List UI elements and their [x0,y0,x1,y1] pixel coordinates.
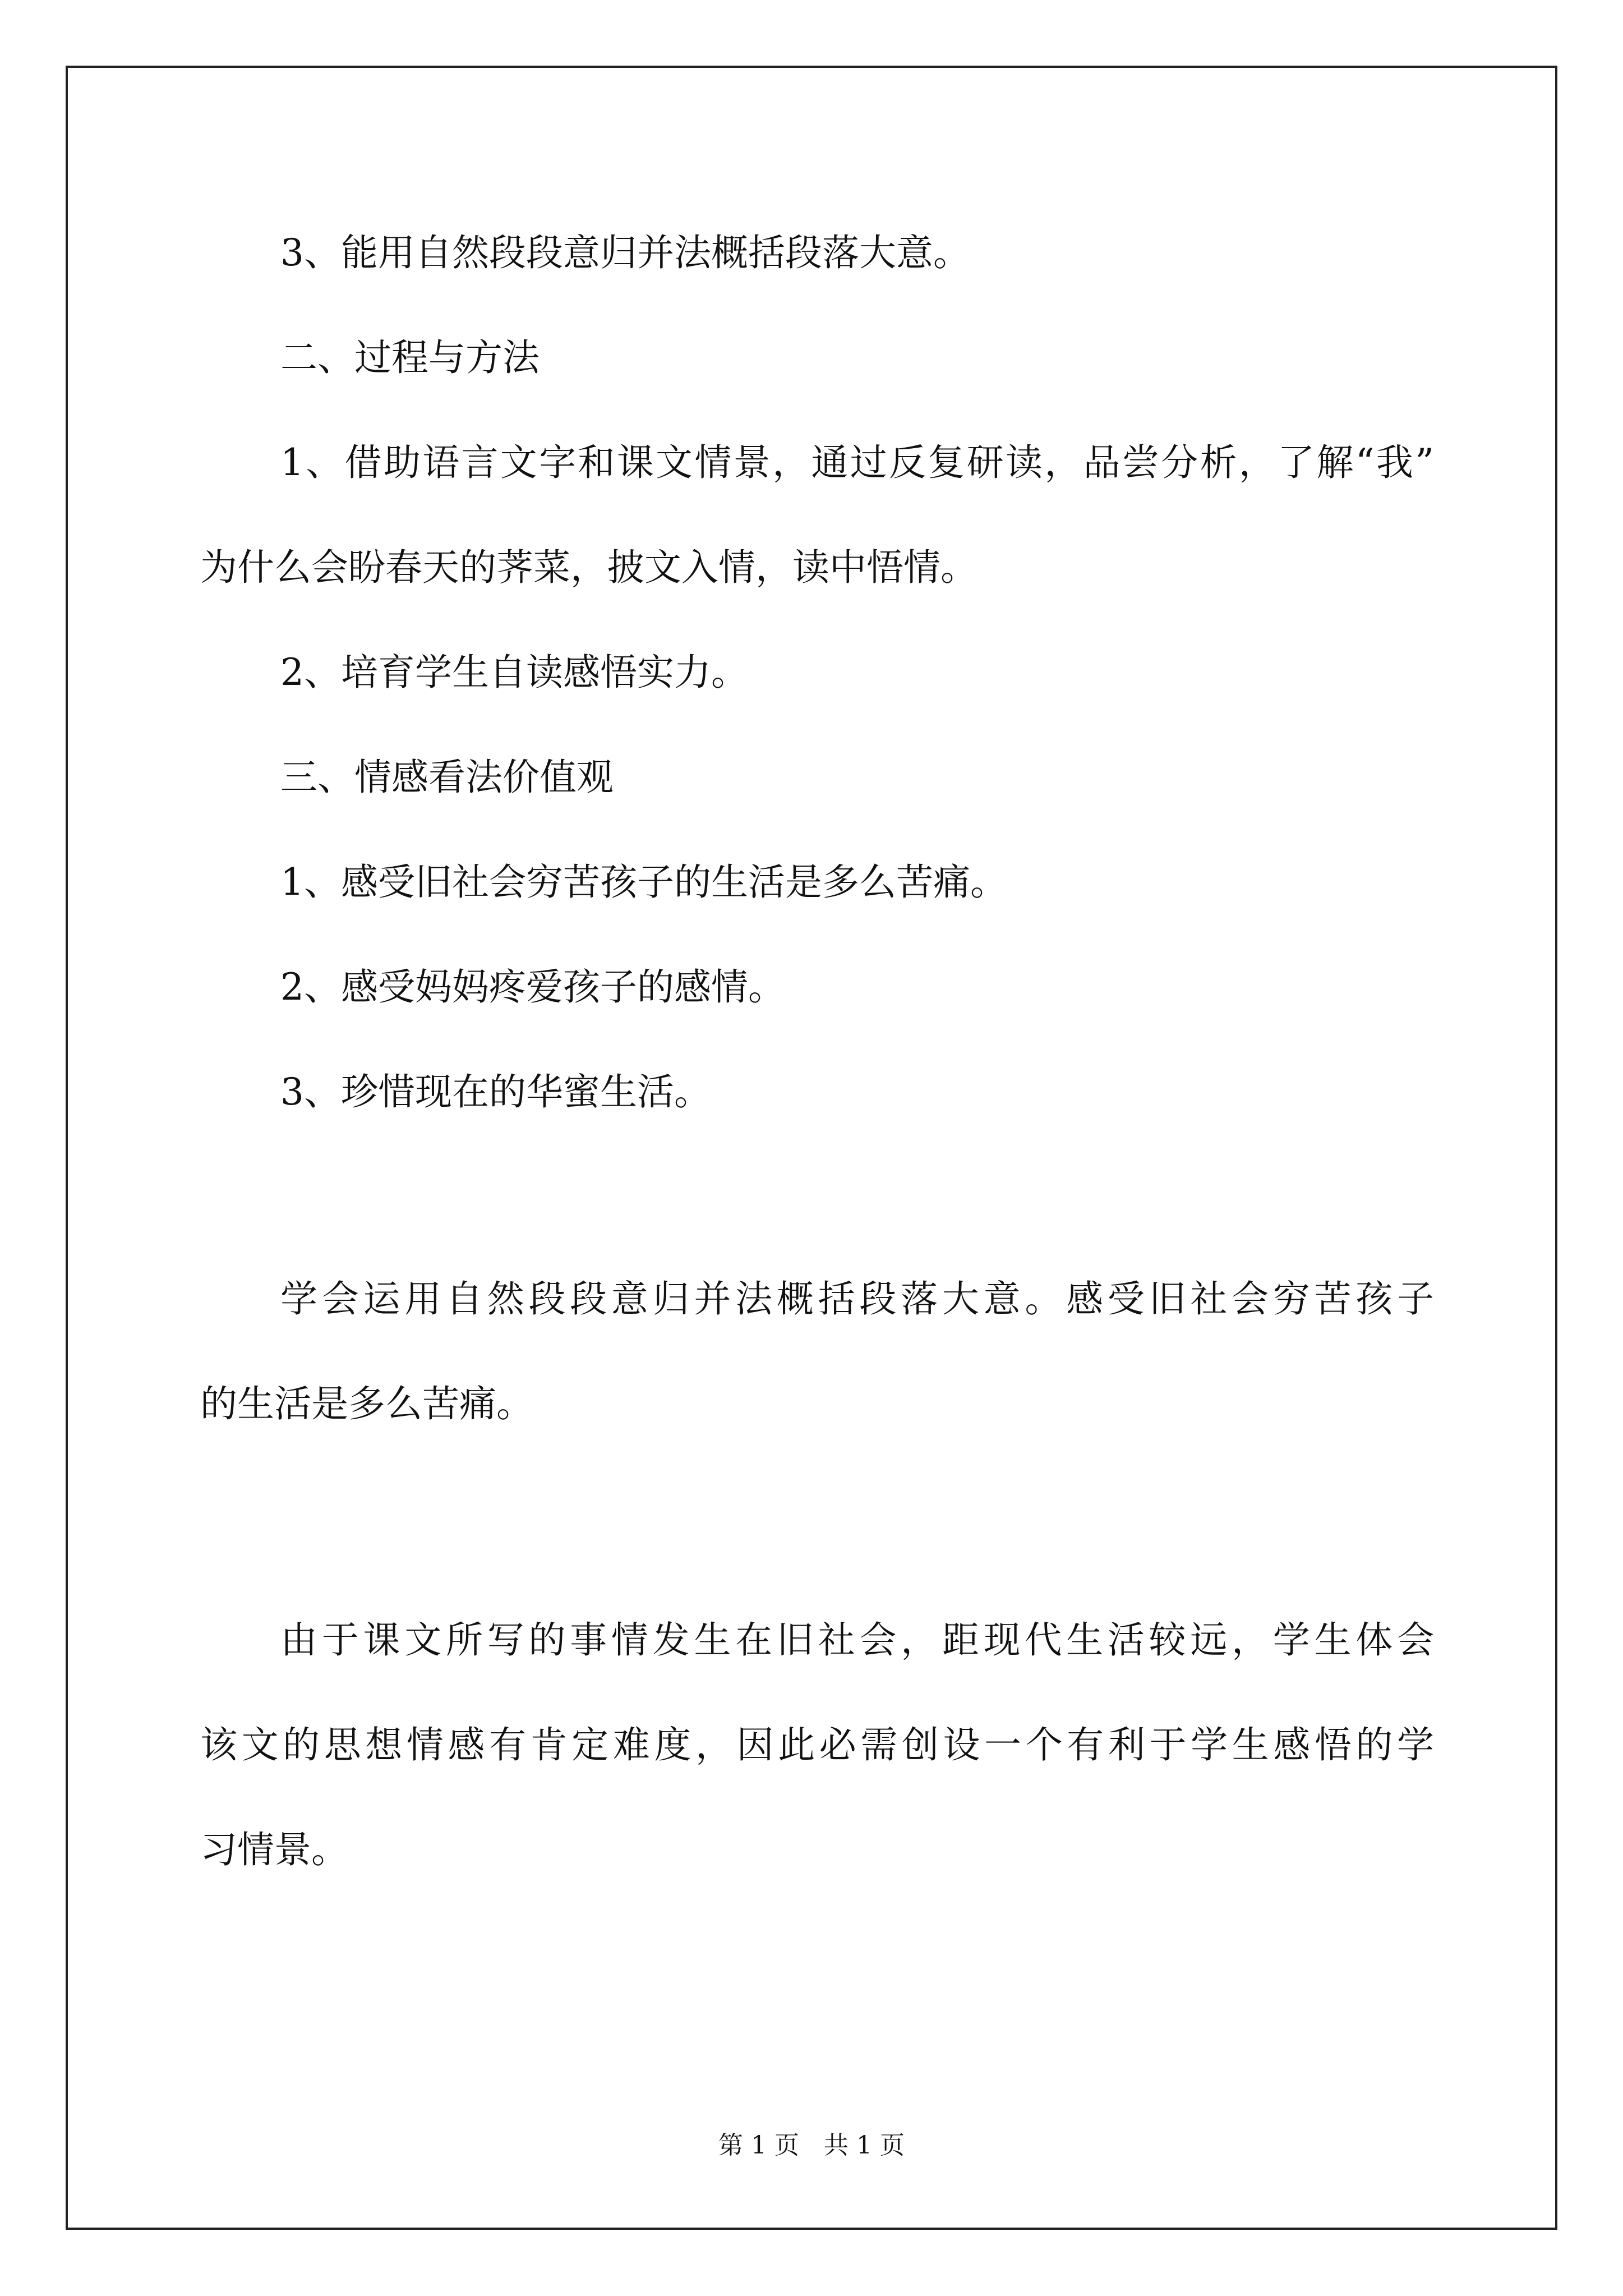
text-line: 习情景。 [200,1828,348,1871]
text-line: 的生活是多么苦痛。 [200,1382,533,1425]
page-number-footer: 第 1 页 共 1 页 [718,2131,905,2160]
text-line: 2、感受妈妈疼爱孩子的感情。 [280,965,785,1009]
text-line: 3、珍惜现在的华蜜生活。 [280,1070,711,1114]
text-line: 2、培育学生自读感悟实力。 [280,651,748,694]
text-line: 3、能用自然段段意归并法概括段落大意。 [280,231,970,274]
text-line: 为什么会盼春天的荠菜，披文入情，读中悟情。 [200,546,978,589]
text-line: 1、感受旧社会穷苦孩子的生活是多么苦痛。 [280,861,1007,904]
text-line: 学会运用自然段段意归并法概括段落大意。感受旧社会穷苦孩子 [280,1277,1434,1320]
text-line: 1、借助语言文字和课文情景，通过反复研读，品尝分析，了解“我” [280,441,1434,484]
text-line: 该文的思想情感有肯定难度，因此必需创设一个有利于学生感悟的学 [200,1723,1434,1766]
text-line: 三、情感看法价值观 [280,756,614,799]
text-line: 二、过程与方法 [280,336,540,379]
page-border [66,66,1557,2230]
text-line: 由于课文所写的事情发生在旧社会，距现代生活较远，学生体会 [280,1618,1434,1662]
